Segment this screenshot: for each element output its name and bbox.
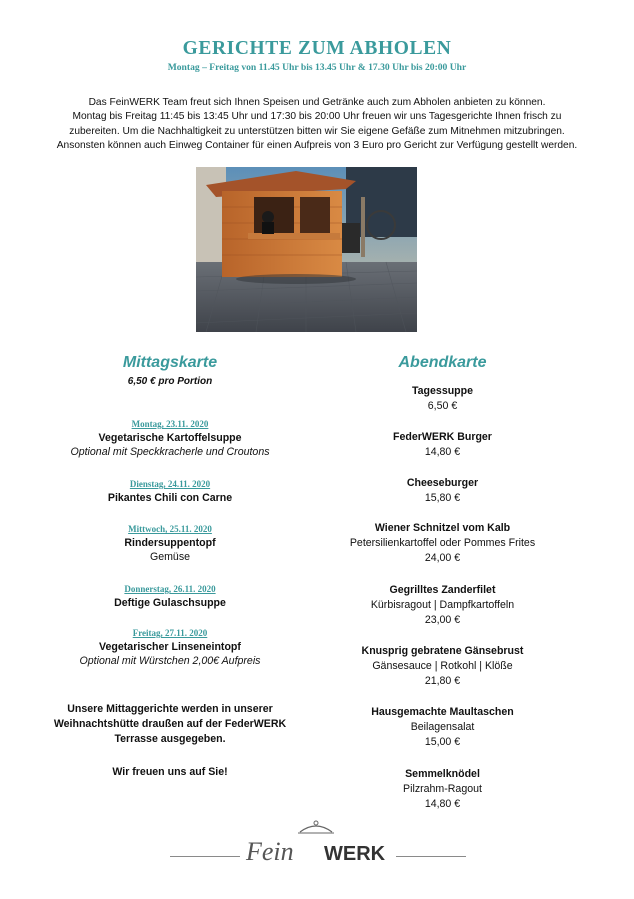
dinner-item-price: 23,00 €	[424, 614, 461, 626]
note-line: Terrasse ausgegeben.	[114, 733, 226, 745]
day-dish: Deftige Gulaschsuppe	[114, 597, 226, 609]
dinner-item-name: Wiener Schnitzel vom Kalb	[374, 522, 511, 534]
dinner-item-price: 24,00 €	[424, 552, 461, 564]
day-dish: Pikantes Chili con Carne	[107, 492, 233, 504]
intro-line: Das FeinWERK Team freut sich Ihnen Speisen und Getränke auch zum Abholen anbieten zu können.	[88, 97, 546, 108]
lunch-day	[30, 419, 310, 458]
day-extra: Optional mit Speckkracherle und Croutons	[70, 446, 270, 458]
lunch-day	[30, 628, 310, 667]
dinner-item-price: 14,80 €	[424, 798, 461, 810]
dinner-item	[290, 521, 595, 566]
dinner-item-name: Knusprig gebratene Gänsebrust	[361, 645, 524, 657]
dinner-item	[290, 583, 595, 628]
dinner-item-name: Hausgemachte Maultaschen	[371, 706, 514, 718]
dinner-item-price: 15,00 €	[424, 736, 461, 748]
day-dish: Vegetarischer Linseneintopf	[99, 641, 241, 653]
dinner-item-price: 6,50 €	[427, 400, 458, 412]
dinner-item	[290, 430, 595, 460]
opening-hours: Montag – Freitag von 11.45 Uhr bis 13.45 Uhr & 17.30 Uhr bis 20:00 Uhr	[167, 62, 467, 73]
page-title: GERICHTE ZUM ABHOLEN	[182, 38, 452, 59]
footer-divider-left	[170, 856, 240, 857]
dinner-heading: Abendkarte	[398, 354, 487, 371]
intro-line: zubereiten. Um die Nachhaltigkeit zu unterstützen bitten wir Sie eigene Gefäße zum Mitnehmen mitzubringen.	[69, 125, 565, 137]
feinwerk-logo	[238, 818, 398, 870]
logo-script: Fein	[246, 837, 294, 866]
note-line: Unsere Mittaggerichte werden in unserer	[67, 703, 273, 715]
day-dish: Rindersuppentopf	[124, 537, 216, 549]
intro-text	[20, 96, 614, 154]
dinner-item-name: Gegrilltes Zanderfilet	[389, 584, 496, 596]
day-date: Freitag, 27.11. 2020	[132, 628, 208, 638]
dinner-item-desc: Beilagensalat	[410, 721, 475, 733]
lunch-note	[30, 702, 310, 747]
day-extra: Gemüse	[149, 551, 191, 563]
day-date: Mittwoch, 25.11. 2020	[128, 524, 212, 534]
logo-word: WERK	[324, 843, 386, 865]
intro-line: Ansonsten können auch Einweg Container für einen Aufpreis von 3 Euro pro Gericht zur Verfügung gestellt werden.	[56, 140, 578, 152]
dinner-item	[290, 476, 595, 506]
lunch-price: 6,50 € pro Portion	[127, 376, 213, 387]
dinner-item	[290, 705, 595, 750]
dinner-item-price: 21,80 €	[424, 675, 461, 687]
lunch-day	[30, 524, 310, 563]
dinner-item-price: 14,80 €	[424, 446, 461, 458]
lunch-closing: Wir freuen uns auf Sie!	[112, 766, 228, 778]
lunch-heading: Mittagskarte	[122, 354, 218, 371]
lunch-menu	[30, 352, 310, 792]
lunch-day	[30, 479, 310, 504]
dinner-item-desc: Kürbisragout | Dampfkartoffeln	[370, 599, 515, 611]
dinner-item-desc: Petersilienkartoffel oder Pommes Frites	[349, 537, 536, 549]
dinner-item-desc: Gänsesauce | Rotkohl | Klöße	[372, 660, 513, 672]
lunch-day	[30, 584, 310, 609]
dinner-menu	[290, 352, 595, 822]
day-date: Dienstag, 24.11. 2020	[129, 479, 211, 489]
dinner-item-name: Semmelknödel	[405, 768, 480, 780]
dinner-item-price: 15,80 €	[424, 492, 461, 504]
day-date: Montag, 23.11. 2020	[131, 419, 209, 429]
dinner-item	[290, 384, 595, 414]
dinner-item-desc: Pilzrahm-Ragout	[403, 783, 482, 795]
footer-divider-right	[396, 856, 466, 857]
intro-line: Montag bis Freitag 11:45 bis 13:45 Uhr und 17:30 bis 20:00 Uhr freuen wir uns Tagesgerichte Ihnen frisch zu	[72, 111, 562, 123]
day-extra: Optional mit Würstchen 2,00€ Aufpreis	[79, 655, 261, 667]
day-dish: Vegetarische Kartoffelsuppe	[98, 432, 242, 444]
day-date: Donnerstag, 26.11. 2020	[124, 584, 216, 594]
dinner-item-name: FederWERK Burger	[393, 431, 492, 443]
dinner-item	[290, 767, 595, 812]
dinner-item-name: Cheeseburger	[406, 477, 479, 489]
hut-photo	[196, 167, 417, 332]
dinner-item	[290, 644, 595, 689]
note-line: Weihnachtshütte draußen auf der FederWERK	[53, 718, 287, 730]
dinner-item-name: Tagessuppe	[411, 385, 474, 397]
